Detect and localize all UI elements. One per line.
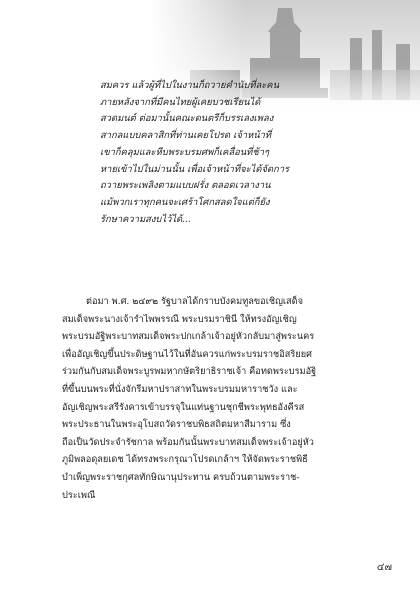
quote-line: สากลแบบคลาสิกที่ท่านเคยโปรด เจ้าหน้าที่ — [100, 130, 272, 142]
body-line: ประเพณี — [62, 489, 96, 501]
body-line: ต่อมา พ.ศ. ๒๔๙๒ รัฐบาลได้กราบบังคมทูลขอเชิญเสด็จ — [86, 296, 303, 307]
body-line: อัญเชิญพระสรีรังคารเข้าบรรจุในแท่นฐานชุกชีพระพุทธอังคีรส — [62, 401, 305, 413]
quote-line: หายเข้าไปในม่านนั้น เพื่อเจ้าหน้าที่จะได้จัดการ — [100, 163, 290, 175]
body-paragraph — [62, 293, 384, 504]
quote-line: แม้พวกเราทุกคนจะเศร้าโศกสลดใจแต่ก็ยัง — [100, 196, 270, 208]
body-line: ที่ขึ้นบนพระที่นั่งจักรีมหาปราสาทในพระบรมมหาราชวัง และ — [62, 383, 298, 395]
quote-line: เขาก็คลุมและหีบพระบรมศพก็เคลื่อนที่ช้าๆ — [100, 146, 270, 158]
body-line: สมเด็จพระนางเจ้ารำไพพรรณี พระบรมราชินี ให้ทรงอัญเชิญ — [62, 313, 297, 325]
quote-line: สวดมนต์ ต่อมานั้นคณะดนตรีก็บรรเลงเพลง — [100, 113, 274, 125]
body-line: ภูมิพลอดุลยเดช ได้ทรงพระกรุณาโปรดเกล้าฯ ให้จัดพระราชพิธี — [62, 454, 308, 466]
quote-line: สมควร แล้วผู้ที่ไปในงานก็ถวายคำนับที่ละคน — [100, 80, 279, 91]
quoted-passage — [100, 78, 385, 228]
body-line: ร่วมกันกับสมเด็จพระบูรพมหากษัตริยาธิราชเจ้า คือทดพระบรมอัฐิ — [62, 366, 317, 378]
body-line: พระบรมอัฐิพระบาทสมเด็จพระปกเกล้าเจ้าอยู่หัวกลับมาสู่พระนคร — [62, 331, 315, 343]
quote-line: ภายหลังจากที่มีคนไทยผู้เคยบวชเรียนได้ — [100, 96, 261, 108]
page-number: ๔๗ — [376, 562, 392, 573]
body-line: พระประธานในพระอุโบสถวัดราชบพิธสถิตมหาสีมาราม ซึ่ง — [62, 419, 291, 431]
quote-line: รักษาความสงบไว้ได้... — [100, 213, 192, 225]
body-line: บำเพ็ญพระราชกุศลทักษิณานุประทาน ครบถ้วนตามพระราช- — [62, 471, 300, 483]
body-line: เพื่ออัญเชิญขึ้นประดิษฐานไว้ในที่อันควรแก่พระบรมราชอิสริยยศ — [62, 348, 312, 360]
body-line: ถือเป็นวัดประจำรัชกาล พร้อมกันนั้นพระบาทสมเด็จพระเจ้าอยู่หัว — [62, 436, 314, 448]
quote-line: ถวายพระเพลิงตามแบบฝรั่ง ตลอดเวลางาน — [100, 180, 271, 192]
